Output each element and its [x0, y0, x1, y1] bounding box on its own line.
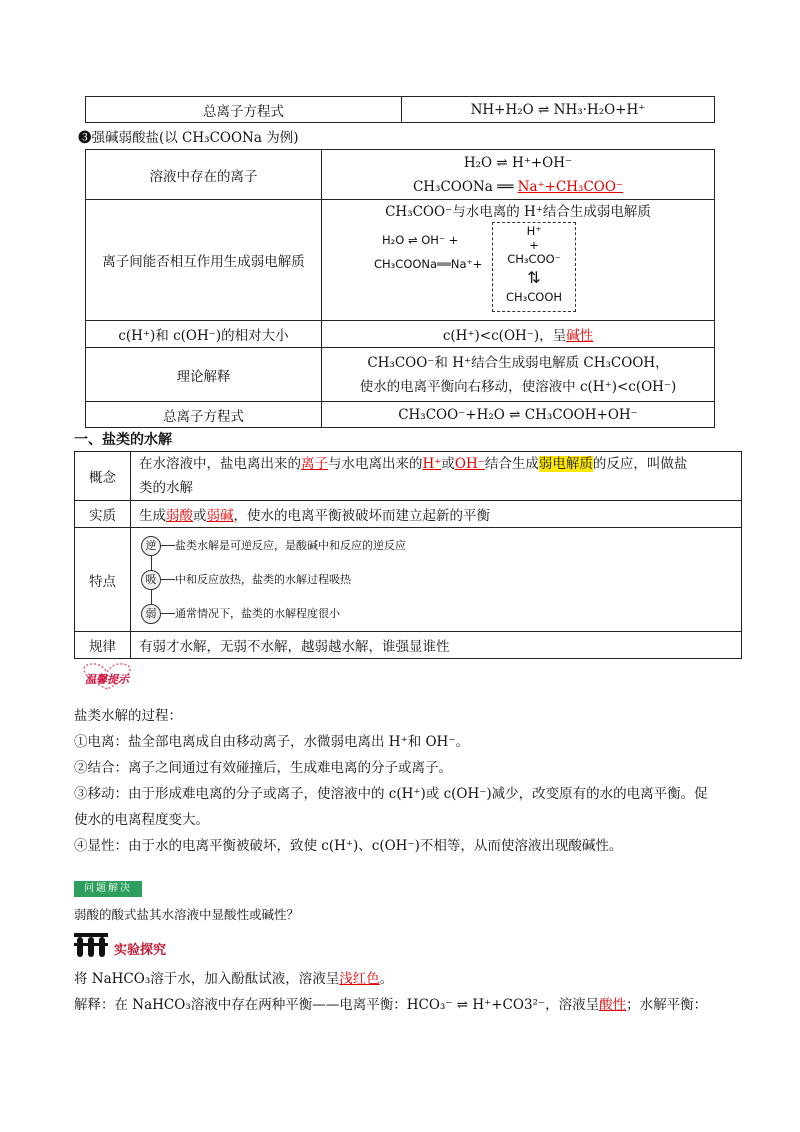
essence-text-3: ，使水的电离平衡被破坏而建立起新的平衡	[233, 508, 490, 524]
diagram-line1: H₂O ⇌ OH⁻ +	[382, 233, 459, 247]
exp-text-4: ；水解平衡：	[626, 997, 708, 1013]
row-interaction-content	[322, 200, 715, 321]
table-weak-acid-salt	[85, 149, 715, 428]
theory-line2: 使水的电离平衡向右移动，使溶液中 c(H⁺)<c(OH⁻)	[359, 378, 677, 395]
row-total-label: 总离子方程式	[86, 402, 322, 428]
reversible-icon: 逆	[141, 536, 161, 556]
tip-badge-text: 温馨提示	[85, 673, 129, 686]
exp-answer-pink: 浅红色	[339, 971, 380, 987]
feature-label: 特点	[75, 528, 131, 632]
concept-answer-weak-electrolyte: 弱电解质	[538, 456, 593, 472]
experiment-content	[74, 966, 764, 1018]
tip-content	[74, 703, 754, 859]
table-hydrolysis	[74, 451, 742, 659]
feature-content	[131, 528, 742, 632]
interaction-text: CH₃COO⁻与水电离的 H⁺结合生成弱电解质	[385, 204, 651, 220]
tip-step-4: ④显性：由于水的电离平衡被破坏，致使 c(H⁺)、c(OH⁻)不相等，从而使溶液出现酸碱性。	[74, 838, 623, 854]
diagram-line2: CH₃COONa══Na⁺+	[374, 257, 483, 271]
row-ions-content	[322, 150, 715, 200]
problem-badge: 问题解决	[74, 881, 142, 897]
experiment-line-2	[74, 992, 764, 1018]
table-top-label: 总离子方程式	[86, 97, 402, 123]
row-concentration-label: c(H⁺)和 c(OH⁻)的相对大小	[86, 321, 322, 348]
experiment-line-1	[74, 966, 764, 992]
tip-step-3: ③移动：由于形成难电离的分子或离子，使溶液中的 c(H⁺)或 c(OH⁻)减少，改变原有的水的电离平衡。促	[74, 786, 708, 802]
ions-eq2-answer: Na⁺+CH₃COO⁻	[517, 178, 624, 195]
box-acetic-acid: CH₃COOH	[505, 290, 563, 304]
essence-answer-acid: 弱酸	[166, 508, 193, 524]
row-ions-label: 溶液中存在的离子	[86, 150, 322, 200]
table-top-equation: NH+H₂O ⇌ NH₃·H₂O+H⁺	[402, 97, 715, 123]
concentration-answer: 碱性	[566, 328, 594, 344]
essence-content	[131, 501, 742, 528]
diagram-dashed-box	[492, 222, 576, 312]
concept-content	[131, 452, 742, 501]
row-interaction-label: 离子间能否相互作用生成弱电解质	[86, 200, 322, 321]
exp-text-1: 将 NaHCO₃溶于水，加入酚酞试液，溶液呈	[74, 971, 340, 987]
tip-step-2: ②结合：离子之间通过有效碰撞后，生成难电离的分子或离子。	[74, 760, 452, 776]
concept-answer-ion: 离子	[301, 456, 328, 472]
weak-icon: 弱	[141, 604, 161, 624]
absorb-icon: 吸	[141, 570, 161, 590]
concept-answer-oh: OH⁻	[454, 456, 485, 472]
heading-salt-hydrolysis: 一、盐类的水解	[74, 432, 172, 448]
tip-step-3-cont: 使水的电离程度变大。	[74, 812, 209, 828]
exp-answer-acidic: 酸性	[599, 997, 627, 1013]
table-top	[85, 96, 715, 123]
concept-text-1: 在水溶液中，盐电离出来的	[139, 456, 301, 472]
ions-eq1: H₂O ⇌ H⁺+OH⁻	[463, 154, 573, 171]
tip-step-1: ①电离：盐全部电离成自由移动离子，水微弱电离出 H⁺和 OH⁻。	[74, 734, 469, 750]
concept-label: 概念	[75, 452, 131, 501]
experiment-badge-text: 实验探究	[114, 943, 167, 958]
essence-answer-base: 弱碱	[206, 508, 234, 524]
feature-row-2	[141, 570, 351, 590]
feature-text-3: 通常情况下，盐类的水解程度很小	[175, 606, 340, 620]
tip-title: 盐类水解的过程：	[74, 708, 182, 724]
feature-text-1: 盐类水解是可逆反应，是酸碱中和反应的逆反应	[175, 538, 406, 552]
row-total-equation: CH₃COO⁻+H₂O ⇌ CH₃COOH+OH⁻	[322, 402, 715, 428]
interaction-diagram	[322, 224, 714, 314]
feature-text-2: 中和反应放热，盐类的水解过程吸热	[175, 572, 351, 586]
feature-row-3	[141, 604, 340, 624]
rule-label: 规律	[75, 632, 131, 659]
ions-eq2	[322, 175, 714, 199]
feature-row-1	[141, 536, 406, 556]
rule-content: 有弱才水解，无弱不水解，越弱越水解，谁强显谁性	[131, 632, 742, 659]
concept-text-4: 结合生成	[484, 456, 539, 472]
test-tubes-icon	[74, 931, 110, 959]
concept-text-3: 或	[441, 456, 455, 472]
essence-label: 实质	[75, 501, 131, 528]
concentration-text: c(H⁺)<c(OH⁻)，呈	[442, 328, 567, 344]
concept-text-2: 与水电离出来的	[328, 456, 423, 472]
concept-text-6: 类的水解	[139, 480, 193, 496]
row-concentration-content	[322, 321, 715, 348]
essence-text-2: 或	[193, 508, 207, 524]
concept-answer-h: H⁺	[422, 456, 442, 472]
box-plus: +	[529, 238, 539, 252]
exp-text-2: 。	[379, 971, 394, 987]
row-theory-content	[322, 348, 715, 402]
ions-eq2-left: CH₃COONa ══	[412, 178, 518, 195]
equilibrium-arrows-icon: ⇅	[527, 268, 541, 287]
essence-text-1: 生成	[139, 508, 166, 524]
experiment-badge	[74, 931, 167, 961]
section3-title: 强碱弱酸盐(以 CH₃COONa 为例)	[91, 130, 299, 146]
box-hplus: H⁺	[526, 224, 542, 238]
box-acetate: CH₃COO⁻	[507, 252, 561, 266]
row-theory-label: 理论解释	[86, 348, 322, 402]
concept-text-5: 的反应，叫做盐	[592, 456, 688, 472]
tip-badge	[72, 661, 142, 691]
exp-text-3: 解释：在 NaHCO₃溶液中存在两种平衡——电离平衡：HCO₃⁻ ⇌ H⁺+CO3²⁻，溶液呈	[74, 997, 600, 1013]
section3-marker: ❸	[78, 130, 92, 146]
problem-question: 弱酸的酸式盐其水溶液中显酸性或碱性？	[74, 907, 300, 922]
theory-line1: CH₃COO⁻和 H⁺结合生成弱电解质 CH₃COOH，	[367, 354, 669, 371]
section3-heading	[78, 126, 298, 146]
